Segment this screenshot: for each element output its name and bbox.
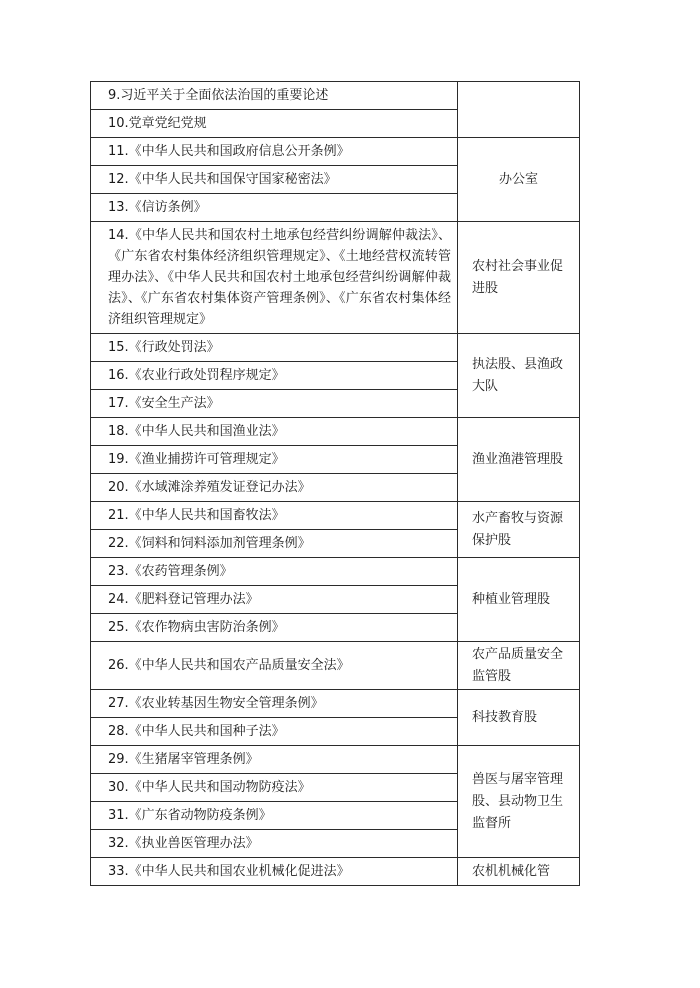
department-cell-blank — [458, 82, 580, 138]
table-row — [91, 558, 580, 586]
law-cell: 9.习近平关于全面依法治国的重要论述 — [91, 82, 458, 110]
law-cell: 21.《中华人民共和国畜牧法》 — [91, 502, 458, 530]
law-cell: 14.《中华人民共和国农村土地承包经营纠纷调解仲裁法》、《广东省农村集体经济组织管理规定》、《土地经营权流转管理办法》、《中华人民共和国农村土地承包经营纠纷调解仲裁法》、《广东省农村集体资产管理条例》、《广东省农村集体经济组织管理规定》 — [91, 222, 458, 334]
table-row — [91, 502, 580, 530]
table-row — [91, 690, 580, 718]
department-cell-mechanization: 农机机械化管 — [458, 858, 580, 886]
law-cell: 32.《执业兽医管理办法》 — [91, 830, 458, 858]
law-cell: 28.《中华人民共和国种子法》 — [91, 718, 458, 746]
table-row — [91, 746, 580, 774]
table-row — [91, 82, 580, 110]
law-cell: 31.《广东省动物防疫条例》 — [91, 802, 458, 830]
department-cell-veterinary: 兽医与屠宰管理股、县动物卫生监督所 — [458, 746, 580, 858]
law-cell: 23.《农药管理条例》 — [91, 558, 458, 586]
department-cell-quality: 农产品质量安全监管股 — [458, 642, 580, 690]
department-cell-office: 办公室 — [458, 138, 580, 222]
department-cell-rural-affairs: 农村社会事业促进股 — [458, 222, 580, 334]
department-cell-sci-edu: 科技教育股 — [458, 690, 580, 746]
law-cell: 17.《安全生产法》 — [91, 390, 458, 418]
law-cell: 16.《农业行政处罚程序规定》 — [91, 362, 458, 390]
table-row — [91, 418, 580, 446]
table-row — [91, 222, 580, 334]
law-cell: 11.《中华人民共和国政府信息公开条例》 — [91, 138, 458, 166]
law-department-table — [90, 81, 580, 886]
law-cell: 30.《中华人民共和国动物防疫法》 — [91, 774, 458, 802]
law-cell: 19.《渔业捕捞许可管理规定》 — [91, 446, 458, 474]
law-cell: 29.《生猪屠宰管理条例》 — [91, 746, 458, 774]
law-cell: 22.《饲料和饲料添加剂管理条例》 — [91, 530, 458, 558]
law-cell: 10.党章党纪党规 — [91, 110, 458, 138]
law-cell: 13.《信访条例》 — [91, 194, 458, 222]
department-cell-law-enforcement: 执法股、县渔政大队 — [458, 334, 580, 418]
law-cell: 27.《农业转基因生物安全管理条例》 — [91, 690, 458, 718]
table-row — [91, 334, 580, 362]
law-cell: 26.《中华人民共和国农产品质量安全法》 — [91, 642, 458, 690]
table-row — [91, 858, 580, 886]
law-cell: 25.《农作物病虫害防治条例》 — [91, 614, 458, 642]
law-cell: 18.《中华人民共和国渔业法》 — [91, 418, 458, 446]
law-cell: 12.《中华人民共和国保守国家秘密法》 — [91, 166, 458, 194]
law-cell: 24.《肥料登记管理办法》 — [91, 586, 458, 614]
department-cell-livestock: 水产畜牧与资源保护股 — [458, 502, 580, 558]
law-cell: 33.《中华人民共和国农业机械化促进法》 — [91, 858, 458, 886]
department-cell-fishery-port: 渔业渔港管理股 — [458, 418, 580, 502]
table-row — [91, 642, 580, 690]
law-cell: 15.《行政处罚法》 — [91, 334, 458, 362]
law-cell: 20.《水域滩涂养殖发证登记办法》 — [91, 474, 458, 502]
table-row — [91, 138, 580, 166]
department-cell-planting: 种植业管理股 — [458, 558, 580, 642]
